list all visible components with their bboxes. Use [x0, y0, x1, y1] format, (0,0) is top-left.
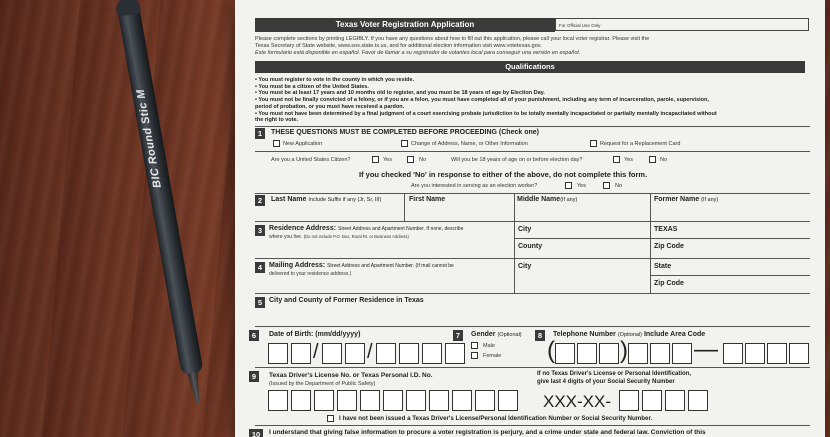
residence-address-hint-3: (Do not include P.O. Box, Rural Rt. or Business Address) [303, 234, 409, 239]
divider [514, 238, 810, 239]
phone-digit-box[interactable] [577, 343, 597, 364]
dob-digit-box[interactable] [399, 343, 419, 364]
divider [255, 425, 810, 426]
telephone-label [553, 331, 705, 338]
section-7-number: 7 [453, 330, 463, 341]
middle-name-text: Middle Name [517, 196, 561, 203]
residence-address-text: Residence Address: [269, 225, 337, 232]
section-2-number: 2 [255, 195, 265, 206]
last-name-hint: Include Suffix if any (Jr, Sr, III) [308, 197, 382, 203]
license-digit-box[interactable] [406, 390, 426, 411]
gender-label [471, 331, 522, 338]
mailing-zip-label: Zip Code [654, 280, 684, 287]
residence-address-hint-2-text: where you live. [269, 234, 303, 240]
former-name-hint: (If any) [701, 197, 719, 203]
section-9-number: 9 [249, 371, 259, 382]
pen-model: Round Stic M [134, 88, 160, 166]
telephone-hint: (Optional) [617, 332, 642, 338]
field-divider [514, 221, 515, 258]
age-yes-checkbox[interactable] [613, 156, 620, 163]
field-divider [514, 193, 515, 221]
female-label: Female [483, 353, 502, 359]
worker-yes-checkbox[interactable] [565, 182, 572, 189]
age-no-checkbox[interactable] [649, 156, 656, 163]
license-digit-box[interactable] [360, 390, 380, 411]
new-application-label: New Application [283, 141, 323, 147]
field-divider [404, 193, 405, 221]
new-application-checkbox[interactable] [273, 140, 280, 147]
qualification-item: • You must not have been determined by a final judgment of a court exercising probate jurisdiction to be totally mentally incapacitated or partially mentally incapacitated without [255, 110, 717, 117]
gender-hint: (Optional) [497, 332, 522, 338]
section-1-number: 1 [255, 128, 265, 139]
dob-digit-box[interactable] [445, 343, 465, 364]
ssn-digit-box[interactable] [642, 390, 662, 411]
age-yes-label: Yes [624, 157, 633, 163]
phone-close-paren: ) [620, 337, 628, 364]
ssn-prefix: XXX-XX- [543, 392, 612, 411]
license-digit-box[interactable] [498, 390, 518, 411]
divider [255, 126, 810, 127]
phone-digit-box[interactable] [555, 343, 575, 364]
dob-digit-box[interactable] [345, 343, 365, 364]
section-3-number: 3 [255, 225, 265, 236]
replacement-card-checkbox[interactable] [590, 140, 597, 147]
mailing-state-label: State [654, 263, 672, 270]
mailing-address-hint-2: delivered to your residence address.) [269, 271, 352, 277]
pen-cap [114, 0, 141, 17]
election-worker-question: Are you interested in serving as an election worker? [411, 183, 538, 189]
citizen-yes-checkbox[interactable] [372, 156, 379, 163]
change-info-label: Change of Address, Name, or Other Information [411, 141, 528, 147]
perjury-statement: I understand that giving false information to procure a voter registration is perjury, and a crime under state and federal law. Conviction of this [269, 429, 706, 436]
gender-text: Gender [471, 331, 496, 338]
intro-line-3: Este formulario está disponible en español. Favor de llamar a su registrador de votantes local para conseguir una versión en español. [255, 50, 581, 56]
telephone-area-code-text: Include Area Code [643, 331, 706, 338]
intro-line-1: Please complete sections by printing LEGIBLY. If you have any questions about how to fill out this application, please call your local voter registrar. Please visit the [255, 36, 650, 42]
residence-city-label: City [518, 226, 532, 233]
license-digit-box[interactable] [337, 390, 357, 411]
section-1-heading: THESE QUESTIONS MUST BE COMPLETED BEFORE PROCEEDING (Check one) [271, 129, 539, 136]
section-8-number: 8 [535, 330, 545, 341]
qualification-item: • You must be at least 17 years and 10 months old to register, and you must be 18 years of age by Election Day. [255, 90, 545, 97]
citizen-question: Are you a United States Citizen? [271, 157, 351, 163]
ssn-digit-box[interactable] [619, 390, 639, 411]
worker-no-label: No [615, 183, 623, 189]
license-digit-box[interactable] [452, 390, 472, 411]
first-name-label: First Name [409, 196, 446, 203]
license-digit-box[interactable] [268, 390, 288, 411]
residence-address-hint: Street Address and Apartment Number. If none, describe [338, 226, 464, 232]
qualification-item: • You must be a citizen of the United States. [255, 83, 369, 90]
phone-digit-box[interactable] [650, 343, 670, 364]
dob-digit-box[interactable] [291, 343, 311, 364]
telephone-text: Telephone Number [553, 331, 616, 338]
form-title: Texas Voter Registration Application [255, 18, 555, 32]
last-name-label [271, 196, 381, 203]
qualification-item: period of probation, or you must have received a pardon. [255, 103, 405, 110]
ssn-digit-box[interactable] [688, 390, 708, 411]
age-no-label: No [660, 157, 668, 163]
phone-digit-box[interactable] [599, 343, 619, 364]
middle-name-label [517, 196, 577, 203]
former-name-text: Former Name [654, 196, 700, 203]
qualification-item: • You must not be finally convicted of a felony, or if you are a felon, you must have completed all of your punishment, including any term of incarceration, parole, supervision, [255, 97, 709, 104]
section-10-number: 10 [249, 429, 263, 437]
phone-digit-box[interactable] [672, 343, 692, 364]
phone-digit-box[interactable] [767, 343, 787, 364]
ballpoint-pen [116, 0, 204, 376]
section-6-number: 6 [249, 330, 259, 341]
license-digit-box[interactable] [291, 390, 311, 411]
qualification-item: • You must register to vote in the county in which you reside. [255, 77, 415, 83]
mailing-address-text: Mailing Address: [269, 262, 326, 269]
residence-zip-label: Zip Code [654, 243, 684, 250]
phone-dash: — [694, 336, 718, 363]
ssn-label-1: If no Texas Driver's License or Personal Identification, [537, 371, 692, 377]
dob-slash: / [313, 341, 319, 363]
divider [255, 193, 810, 194]
official-use-box: For Official Use Only [555, 18, 809, 31]
phone-open-paren: ( [547, 337, 555, 364]
dob-digit-box[interactable] [268, 343, 288, 364]
citizen-yes-label: Yes [383, 157, 392, 163]
phone-digit-box[interactable] [723, 343, 743, 364]
male-checkbox[interactable] [471, 342, 478, 349]
worker-no-checkbox[interactable] [603, 182, 610, 189]
phone-digit-box[interactable] [789, 343, 809, 364]
pen-brand-print [135, 88, 164, 189]
citizen-no-label: No [419, 157, 427, 163]
citizen-no-checkbox[interactable] [407, 156, 414, 163]
divider [255, 151, 810, 152]
form-intro [255, 36, 805, 57]
qualifications-bar: Qualifications [255, 61, 805, 73]
qualification-item: the right to vote. [255, 117, 299, 124]
divider [255, 221, 810, 222]
male-label: Male [483, 343, 495, 349]
former-name-label [654, 196, 718, 203]
mailing-address-label [269, 262, 454, 269]
dob-slash: / [367, 341, 373, 363]
dob-digit-box[interactable] [422, 343, 442, 364]
mailing-city-label: City [518, 263, 532, 270]
section-4-number: 4 [255, 262, 265, 273]
female-checkbox[interactable] [471, 352, 478, 359]
voter-registration-form [235, 0, 825, 437]
divider [255, 258, 810, 259]
qualifications-list [255, 77, 810, 124]
birth-date-label: Date of Birth: (mm/dd/yyyy) [269, 331, 361, 338]
last-name-text: Last Name [271, 196, 307, 203]
residence-county-label: County [518, 243, 543, 250]
license-hint: (Issued by the Department of Public Safety) [269, 381, 376, 387]
license-digit-box[interactable] [429, 390, 449, 411]
middle-name-hint: (If any) [560, 197, 578, 203]
ssn-label-2: give last 4 digits of your Social Security Number [537, 379, 675, 385]
residence-state-label: TEXAS [654, 226, 678, 233]
field-divider [514, 258, 515, 293]
divider [255, 326, 810, 327]
residence-address-hint-2 [269, 234, 409, 240]
divider [650, 275, 810, 276]
license-label: Texas Driver's License No. or Texas Personal I.D. No. [269, 372, 433, 379]
change-info-checkbox[interactable] [401, 140, 408, 147]
section-5-number: 5 [255, 297, 265, 308]
former-residence-label: City and County of Former Residence in Texas [269, 297, 424, 304]
phone-digit-box[interactable] [745, 343, 765, 364]
pen-tip [188, 371, 203, 404]
mailing-address-hint: Street Address and Apartment Number. (If mail cannot be [327, 263, 454, 269]
dob-digit-box[interactable] [322, 343, 342, 364]
pen-brand: BIC [148, 166, 164, 189]
no-id-checkbox[interactable] [327, 415, 334, 422]
license-digit-box[interactable] [475, 390, 495, 411]
replacement-card-label: Request for a Replacement Card [600, 141, 681, 147]
dob-digit-box[interactable] [376, 343, 396, 364]
residence-address-label [269, 225, 463, 232]
license-digit-box[interactable] [383, 390, 403, 411]
intro-line-2: Texas Secretary of State website, www.sos.state.tx.us, and for additional election information visit www.votetexas.gov. [255, 43, 542, 49]
worker-yes-label: Yes [577, 183, 586, 189]
ssn-digit-box[interactable] [665, 390, 685, 411]
field-divider [650, 193, 651, 221]
age-question: Will you be 18 years of age on or before election day? [451, 157, 583, 163]
divider [255, 293, 810, 294]
field-divider [650, 221, 651, 258]
no-id-label: I have not been issued a Texas Driver's License/Personal Identification Number or Social Security Number. [339, 415, 653, 422]
license-digit-box[interactable] [314, 390, 334, 411]
phone-digit-box[interactable] [628, 343, 648, 364]
divider [255, 367, 810, 368]
warning-text: If you checked 'No' in response to either of the above, do not complete this form. [359, 170, 648, 179]
